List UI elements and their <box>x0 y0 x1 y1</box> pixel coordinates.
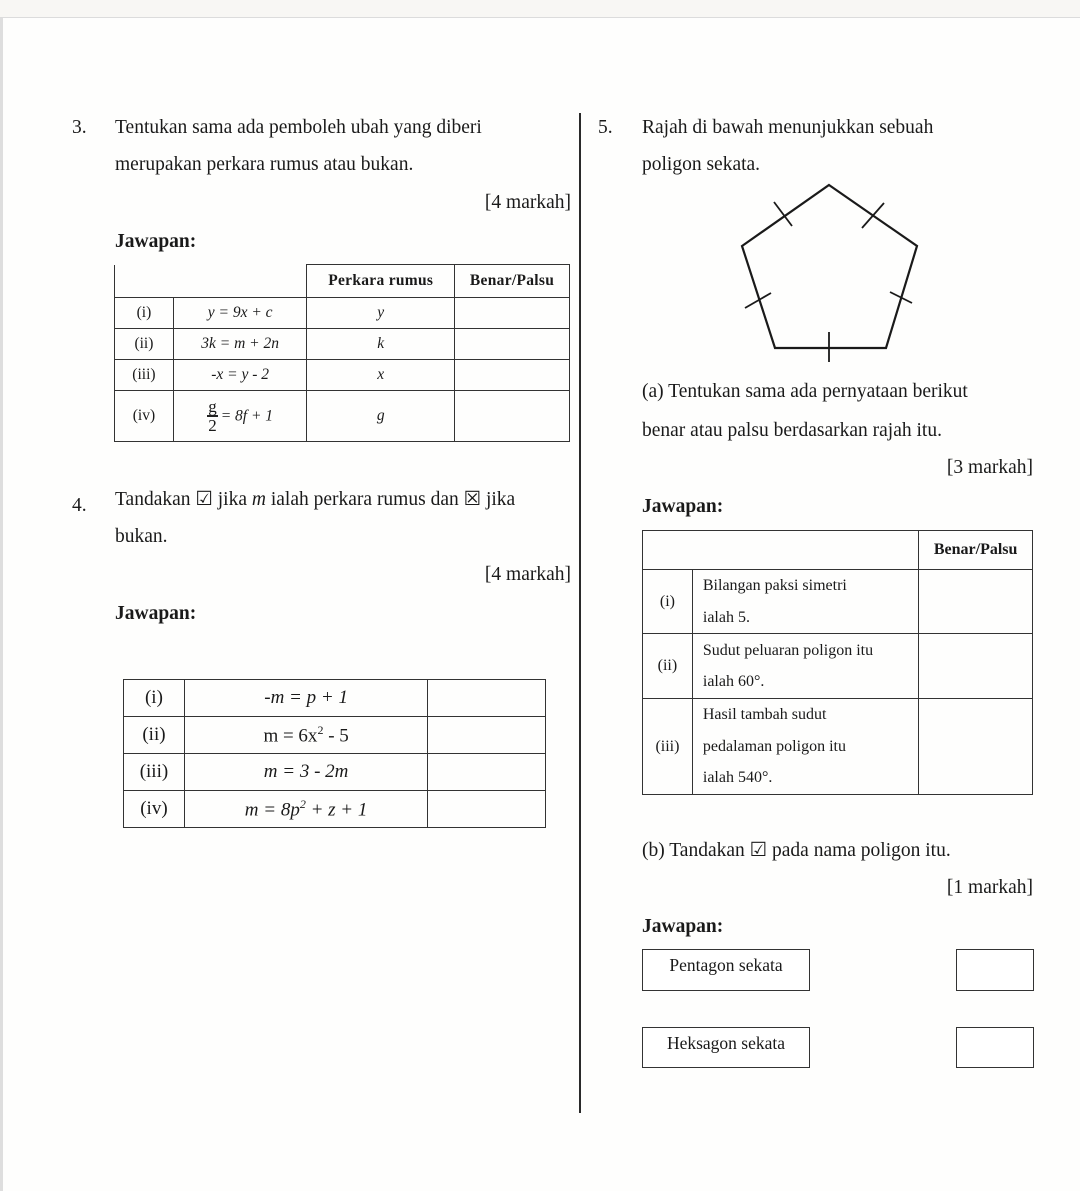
check-box-icon: ☑ <box>195 489 213 510</box>
exponent: 2 <box>317 722 324 737</box>
equation-rhs: = 8f + 1 <box>220 407 274 424</box>
tick-cell[interactable] <box>428 680 546 717</box>
q4-text: ialah perkara rumus dan <box>270 489 459 510</box>
header-benar-palsu: Benar/Palsu <box>919 531 1033 570</box>
q5b-marks: [1 markah] <box>946 877 1033 898</box>
q3-text-line2: merupakan perkara rumus atau bukan. <box>115 154 414 175</box>
q5a-answer-table <box>642 530 1033 795</box>
subject: x <box>307 360 455 391</box>
answer-cell[interactable] <box>455 391 570 442</box>
q4-text: jika <box>217 489 247 510</box>
equation-part: m = 6x <box>263 725 318 747</box>
row-label: (ii) <box>124 717 185 754</box>
row-label: (iii) <box>124 754 185 791</box>
q5b-answer-label: Jawapan: <box>642 916 724 937</box>
cross-box-icon: ☒ <box>463 489 482 510</box>
table-header-row <box>643 531 1033 570</box>
equation: y = 9x + c <box>173 298 307 329</box>
q4-answer-table <box>123 679 546 828</box>
header-blank <box>173 265 307 298</box>
row-label: (ii) <box>115 329 174 360</box>
row-label: (ii) <box>643 634 693 699</box>
equation: m = 3 - 2m <box>184 754 427 791</box>
header-blank <box>115 265 174 298</box>
equation: -m = p + 1 <box>184 680 427 717</box>
fraction-denominator: 2 <box>208 415 217 435</box>
answer-cell[interactable] <box>455 360 570 391</box>
option-heksagon-sekata: Heksagon sekata <box>642 1027 810 1068</box>
tick-cell[interactable] <box>428 754 546 791</box>
q5b-text-part: (b) Tandakan <box>642 840 745 861</box>
q5b-text-part: pada nama poligon itu. <box>772 840 951 861</box>
q5a-text-line2: benar atau palsu berdasarkan rajah itu. <box>642 420 942 441</box>
q4-answer-label: Jawapan: <box>115 603 197 624</box>
answer-cell[interactable] <box>919 570 1033 634</box>
statement-line: ialah 60°. <box>702 673 765 690</box>
statement-line: pedalaman poligon itu <box>702 737 846 755</box>
q5-number: 5. <box>598 117 613 138</box>
table-row <box>643 570 1033 634</box>
header-blank <box>643 531 919 570</box>
statement-line: Hasil tambah sudut <box>702 706 827 724</box>
table-row <box>643 634 1033 699</box>
table-row <box>115 329 570 360</box>
row-label: (iv) <box>124 791 185 828</box>
row-label: (iii) <box>115 360 174 391</box>
row-label: (i) <box>643 570 693 634</box>
tick-cell[interactable] <box>428 717 546 754</box>
table-row <box>643 699 1033 795</box>
q4-number: 4. <box>72 495 87 516</box>
q4-text: jika <box>485 489 516 510</box>
q3-answer-label: Jawapan: <box>115 231 197 252</box>
column-divider <box>579 113 581 1113</box>
statement-line: Sudut peluaran poligon itu <box>702 641 874 659</box>
header-perkara-rumus: Perkara rumus <box>307 265 455 298</box>
subject: k <box>307 329 455 360</box>
check-box-icon: ☑ <box>749 840 768 861</box>
statement-line: Bilangan paksi simetri <box>702 577 847 594</box>
statement-line: ialah 540°. <box>702 769 773 787</box>
side-mark <box>862 203 884 228</box>
tick-box-heksagon-sekata[interactable] <box>956 1027 1034 1068</box>
table-row <box>124 791 546 828</box>
regular-pentagon-figure <box>730 180 930 370</box>
answer-cell[interactable] <box>919 634 1033 699</box>
table-row <box>124 754 546 791</box>
q4-text: Tandakan <box>115 489 191 510</box>
q5a-answer-label: Jawapan: <box>642 496 724 517</box>
q4-text-line1 <box>115 488 515 512</box>
q3-answer-table <box>114 264 570 442</box>
table-row <box>115 391 570 442</box>
q5b-text <box>642 839 951 863</box>
q3-number: 3. <box>72 117 87 138</box>
table-row <box>124 717 546 754</box>
fraction-numerator: g <box>208 396 217 416</box>
q5a-text-line1: (a) Tentukan sama ada pernyataan berikut <box>642 381 968 402</box>
q4-text-line2: bukan. <box>115 526 168 547</box>
fraction <box>207 398 218 435</box>
table-row <box>115 298 570 329</box>
table-row <box>124 680 546 717</box>
table-row <box>115 360 570 391</box>
subject: y <box>307 298 455 329</box>
pentagon-outline <box>742 185 917 348</box>
row-label: (iv) <box>115 391 174 442</box>
equation <box>184 791 427 828</box>
equation <box>173 391 307 442</box>
answer-cell[interactable] <box>455 329 570 360</box>
equation <box>184 717 427 754</box>
equation: -x = y - 2 <box>173 360 307 391</box>
tick-box-pentagon-sekata[interactable] <box>956 949 1034 991</box>
answer-cell[interactable] <box>919 699 1033 795</box>
header-benar-palsu: Benar/Palsu <box>455 265 570 298</box>
row-label: (i) <box>115 298 174 329</box>
tick-cell[interactable] <box>428 791 546 828</box>
row-label: (i) <box>124 680 185 717</box>
statement <box>692 699 918 795</box>
answer-cell[interactable] <box>455 298 570 329</box>
equation: 3k = m + 2n <box>173 329 307 360</box>
option-pentagon-sekata: Pentagon sekata <box>642 949 810 991</box>
subject: g <box>307 391 455 442</box>
q4-marks: [4 markah] <box>484 564 571 585</box>
row-label: (iii) <box>643 699 693 795</box>
statement-line: ialah 5. <box>702 608 750 626</box>
statement <box>692 570 918 634</box>
equation-part: m = 8p <box>244 799 300 821</box>
q4-variable: m <box>251 489 266 510</box>
q3-marks: [4 markah] <box>484 192 571 213</box>
equation-part: - 5 <box>323 725 349 747</box>
table-header-row <box>115 265 570 298</box>
q5a-marks: [3 markah] <box>946 457 1033 478</box>
q3-text-line1: Tentukan sama ada pemboleh ubah yang diberi <box>115 117 482 138</box>
viewer-top-bar <box>0 0 1080 18</box>
statement <box>692 634 918 699</box>
q5-text-line2: poligon sekata. <box>642 154 761 175</box>
q5-text-line1: Rajah di bawah menunjukkan sebuah <box>642 117 934 138</box>
exponent: 2 <box>299 796 306 811</box>
equation-part: + z + 1 <box>305 799 368 821</box>
